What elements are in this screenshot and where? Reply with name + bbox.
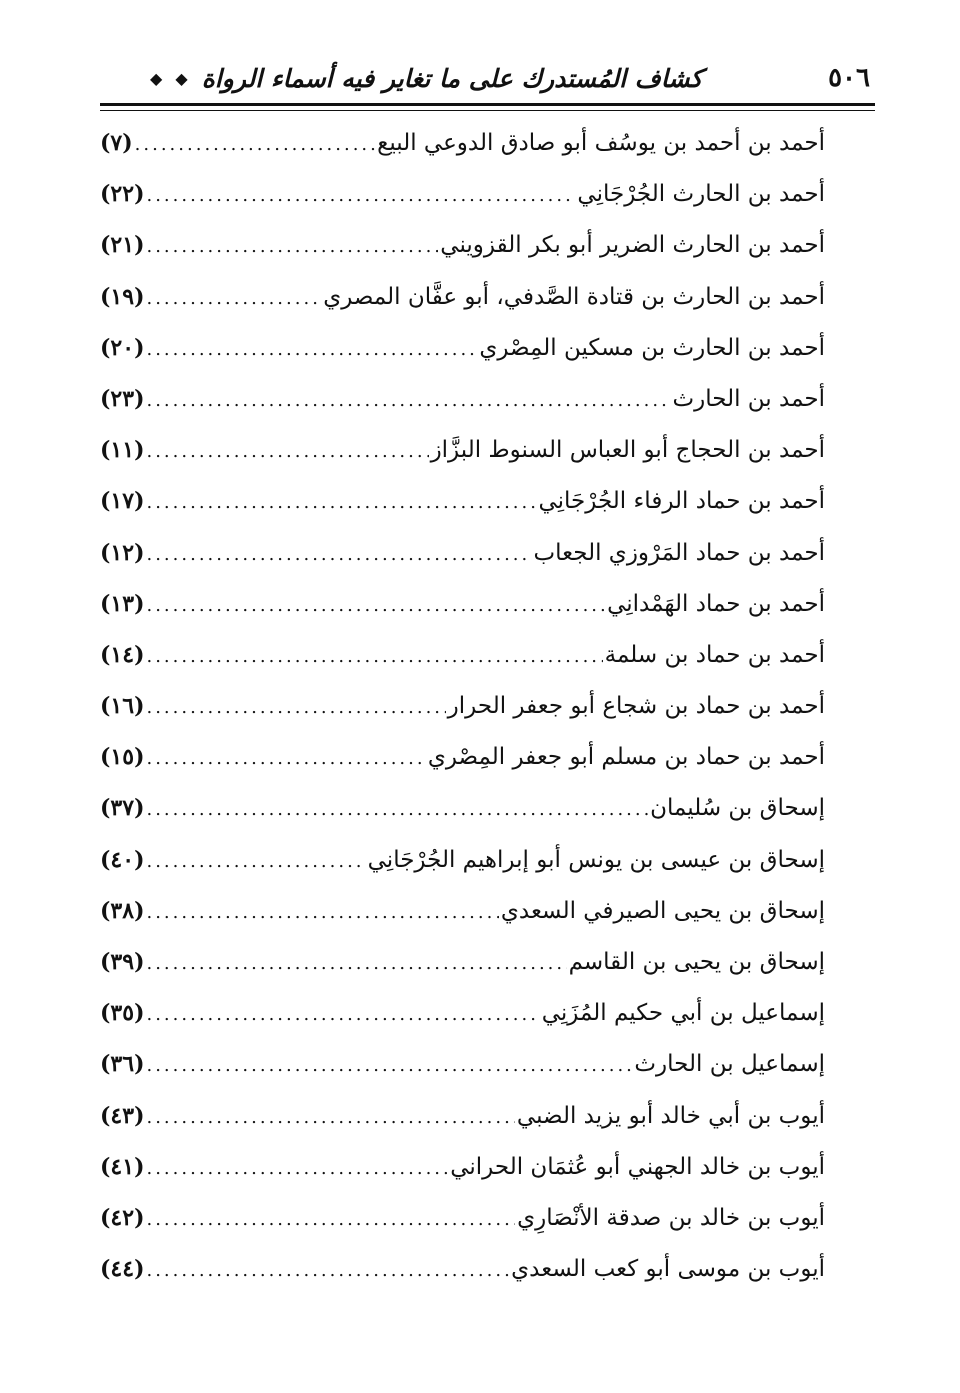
entry-name: أحمد بن الحارث بن مسكين المِصْري	[479, 334, 825, 361]
entry-name: أحمد بن أحمد بن يوسُف أبو صادق الدوعي البيع	[377, 130, 825, 156]
index-entry	[100, 591, 825, 642]
dot-leader	[146, 1262, 509, 1280]
page-number: ٥٠٦	[828, 63, 870, 93]
entry-name: أحمد بن حماد المَرْوزي الجعاب	[533, 539, 825, 566]
diamond-ornament-icon: ◆ ◆	[150, 68, 192, 88]
index-entry	[100, 284, 825, 335]
entry-reference-number: (١٧)	[100, 488, 145, 515]
entry-name: أحمد بن حماد الهَمْدانِي	[607, 590, 825, 617]
dot-leader	[146, 955, 566, 973]
dot-leader	[146, 494, 536, 512]
entry-reference-number: (٢٢)	[100, 181, 145, 208]
entry-name: أحمد بن الحارث الجُرْجَانِي	[577, 181, 825, 208]
entry-reference-number: (٣٨)	[100, 897, 145, 924]
entry-reference-number: (٣٩)	[100, 949, 145, 975]
entry-name: أحمد بن حماد الرفاء الجُرْجَانِي	[538, 488, 825, 515]
entry-name: أيوب بن أبي خالد أبو يزيد الضبي	[516, 1102, 825, 1129]
dot-leader	[146, 853, 365, 871]
entry-name: أحمد بن حماد بن شجاع أبو جعفر الحرار	[447, 693, 825, 720]
entry-name: إسحاق بن سُليمان	[650, 795, 825, 822]
index-entry	[100, 1154, 825, 1205]
header-title-group	[150, 64, 703, 93]
dot-leader	[146, 648, 602, 666]
index-entry	[100, 540, 825, 591]
index-entry	[100, 744, 825, 795]
entry-name: إسحاق بن عيسى بن يونس أبو إبراهيم الجُرْجَانِي	[367, 846, 825, 873]
entry-name: أيوب بن خالد بن صدقة الأنْصَارِي	[517, 1204, 825, 1231]
index-entry	[100, 949, 825, 1000]
entry-name: أحمد بن الحارث الضرير أبو بكر القزويني	[440, 232, 825, 259]
entry-reference-number: (١٢)	[100, 539, 145, 566]
running-title: كشاف المُستدرك على ما تغاير فيه أسماء الرواة	[201, 63, 703, 93]
entry-reference-number: (٤٠)	[100, 846, 145, 873]
entry-reference-number: (٣٥)	[100, 1000, 145, 1027]
entry-reference-number: (٧)	[100, 130, 133, 156]
entry-reference-number: (٣٦)	[100, 1051, 145, 1078]
entry-name: أحمد بن حماد بن سلمة	[604, 641, 825, 668]
dot-leader	[146, 801, 648, 819]
index-entry	[100, 847, 825, 898]
entry-reference-number: (١١)	[100, 437, 145, 464]
entry-name: إسحاق بن يحيى بن القاسم	[568, 949, 825, 975]
entry-reference-number: (١٣)	[100, 590, 145, 617]
dot-leader	[146, 546, 531, 564]
entry-reference-number: (١٦)	[100, 693, 145, 720]
dot-leader	[146, 341, 477, 359]
entry-name: أيوب بن موسى أبو كعب السعدي	[511, 1256, 825, 1283]
index-entry	[100, 130, 825, 181]
entry-reference-number: (١٩)	[100, 283, 145, 310]
dot-leader	[146, 1057, 632, 1075]
entry-name: أحمد بن حماد بن مسلم أبو جعفر المِصْري	[427, 744, 825, 771]
dot-leader	[146, 1006, 539, 1024]
entry-name: إسماعيل بن الحارث	[634, 1051, 825, 1078]
dot-leader	[146, 1160, 448, 1178]
entry-reference-number: (٤٢)	[100, 1204, 145, 1231]
index-entry	[100, 1051, 825, 1102]
entry-name: أحمد بن الحارث	[672, 385, 825, 412]
entry-name: إسماعيل بن أبي حكيم المُزَنِي	[541, 1000, 825, 1027]
dot-leader	[146, 904, 498, 922]
dot-leader	[146, 699, 445, 717]
entry-reference-number: (٢١)	[100, 232, 145, 259]
entry-name: أيوب بن خالد الجهني أبو عُثمَان الحراني	[450, 1153, 825, 1180]
dot-leader	[146, 597, 605, 615]
dot-leader	[146, 238, 438, 256]
entry-reference-number: (١٥)	[100, 744, 145, 771]
dot-leader	[146, 290, 321, 308]
dot-leader	[146, 750, 425, 768]
entry-name: أحمد بن الحارث بن قتادة الصَّدفي، أبو عفَّان المصري	[323, 283, 825, 310]
dot-leader	[146, 1211, 515, 1229]
entry-reference-number: (٤١)	[100, 1153, 145, 1180]
index-entry	[100, 1256, 825, 1307]
dot-leader	[146, 392, 670, 410]
header-rule-thick	[100, 103, 875, 106]
index-entry	[100, 642, 825, 693]
dot-leader	[146, 187, 575, 205]
index-entry	[100, 1000, 825, 1051]
entry-reference-number: (٤٣)	[100, 1102, 145, 1129]
entry-name: أحمد بن الحجاج أبو العباس السنوط البزَّاز	[430, 437, 825, 464]
entry-name: إسحاق بن يحيى الصيرفي السعدي	[500, 897, 825, 924]
entry-reference-number: (٤٤)	[100, 1256, 145, 1283]
dot-leader	[146, 443, 428, 461]
dot-leader	[135, 136, 375, 154]
index-entry	[100, 488, 825, 539]
index-entry	[100, 1103, 825, 1154]
index-entry	[100, 232, 825, 283]
entry-reference-number: (١٤)	[100, 641, 145, 668]
index-entry	[100, 795, 825, 846]
index-entry	[100, 181, 825, 232]
running-header	[150, 58, 870, 98]
index-entry	[100, 437, 825, 488]
header-rule-thin	[100, 110, 875, 111]
index-entry	[100, 898, 825, 949]
entry-reference-number: (٢٣)	[100, 385, 145, 412]
index-entry	[100, 1205, 825, 1256]
index-entry	[100, 335, 825, 386]
entry-reference-number: (٣٧)	[100, 795, 145, 822]
index-entry	[100, 386, 825, 437]
entry-reference-number: (٢٠)	[100, 334, 145, 361]
dot-leader	[146, 1109, 514, 1127]
index-entry	[100, 693, 825, 744]
index-entry-list	[100, 130, 825, 1307]
